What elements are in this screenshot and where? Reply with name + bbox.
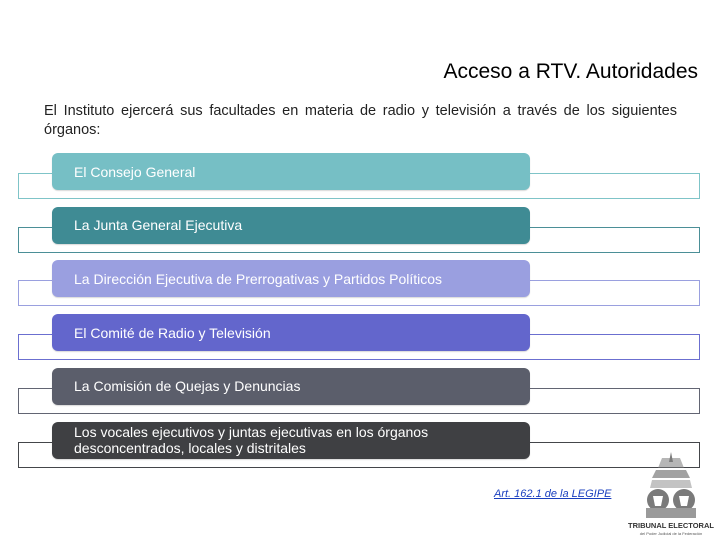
organ-row bbox=[18, 314, 700, 363]
organ-item bbox=[52, 368, 530, 405]
organ-item bbox=[52, 314, 530, 351]
organ-label: La Dirección Ejecutiva de Prerrogativas y Partidos Políticos bbox=[74, 270, 443, 287]
organ-item bbox=[52, 422, 530, 459]
organ-row bbox=[18, 368, 700, 417]
organ-label: El Comité de Radio y Televisión bbox=[74, 324, 271, 341]
tribunal-electoral-logo bbox=[626, 448, 716, 538]
logo-subtitle: del Poder Judicial de la Federación bbox=[639, 531, 703, 536]
organ-row bbox=[18, 207, 700, 256]
citation-link[interactable]: Art. 162.1 de la LEGIPE bbox=[494, 488, 612, 500]
organ-label: El Consejo General bbox=[74, 163, 196, 180]
organ-item bbox=[52, 207, 530, 244]
organ-item bbox=[52, 153, 530, 190]
organ-label: La Junta General Ejecutiva bbox=[74, 217, 243, 234]
organ-item bbox=[52, 260, 530, 297]
organ-label: Los vocales ejecutivos y juntas ejecutivas en los órganos desconcentrados, locales y distritales bbox=[74, 424, 429, 456]
slide-title: Acceso a RTV. Autoridades bbox=[443, 60, 698, 83]
organ-row bbox=[18, 422, 700, 471]
intro-paragraph: El Instituto ejercerá sus facultades en materia de radio y televisión a través de los siguientes órganos: bbox=[44, 103, 677, 138]
logo-name: TRIBUNAL ELECTORAL bbox=[628, 521, 714, 530]
organ-label: La Comisión de Quejas y Denuncias bbox=[74, 378, 301, 395]
organ-row bbox=[18, 153, 700, 202]
organ-row bbox=[18, 260, 700, 309]
